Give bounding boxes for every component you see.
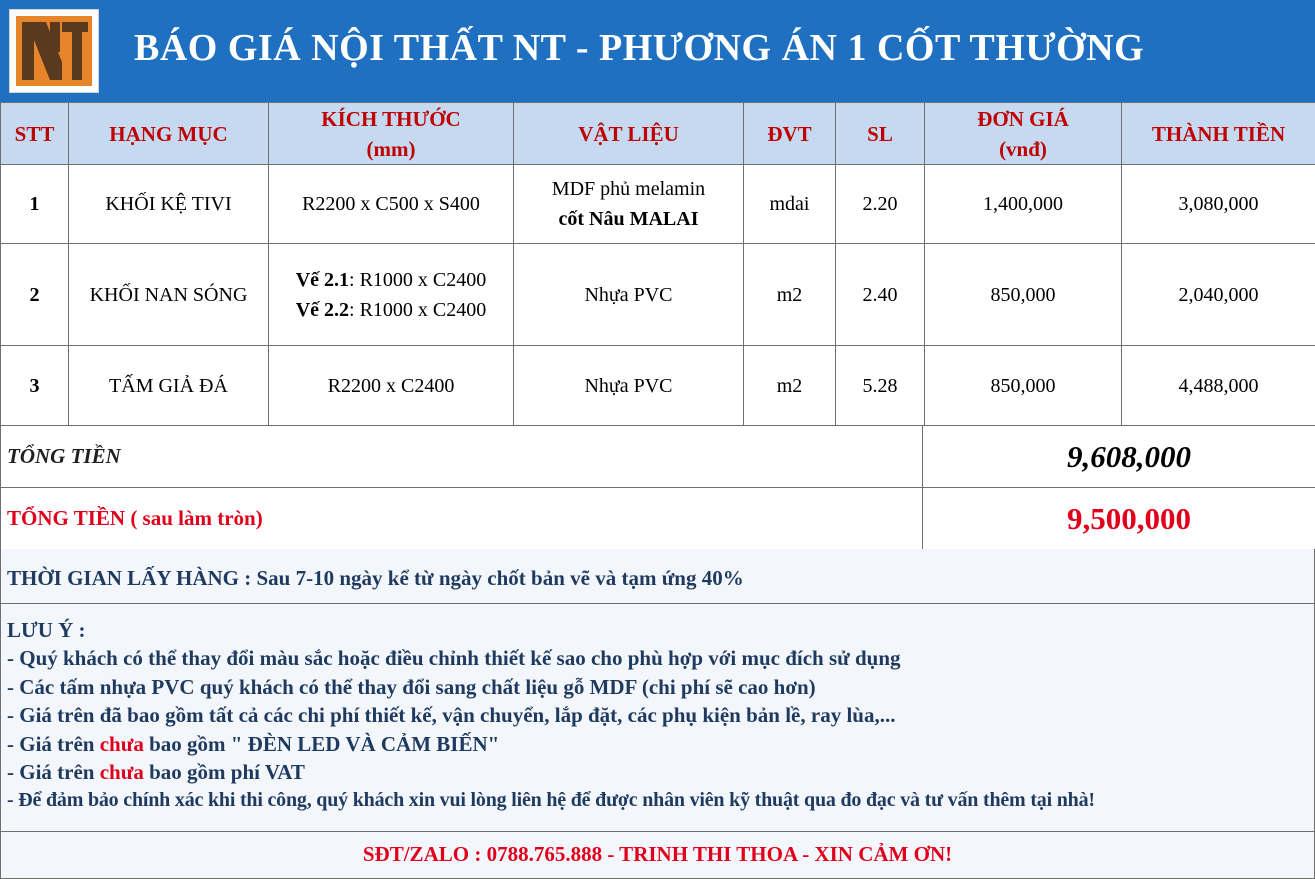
total-label: TỔNG TIỀN bbox=[1, 426, 923, 488]
ve-22-label: Vế 2.2 bbox=[295, 298, 350, 321]
notes-title: LƯU Ý : bbox=[7, 618, 86, 642]
note-text: - Giá trên bbox=[7, 760, 100, 785]
row-kich-thuoc bbox=[269, 244, 514, 346]
total-row bbox=[1, 426, 1315, 488]
note-line bbox=[7, 730, 1314, 758]
note-line: - Để đảm bảo chính xác khi thi công, quý khách xin vui lòng liên hệ để được nhân viên kỹ thuật qua đo đạc và tư vấn thêm tại nhà! bbox=[7, 789, 1095, 812]
row-vat-lieu bbox=[514, 165, 744, 244]
rounded-total-value: 9,500,000 bbox=[923, 488, 1315, 550]
ve-21-value: : R1000 x C2400 bbox=[349, 268, 487, 291]
row-hang-muc: TẤM GIẢ ĐÁ bbox=[69, 346, 269, 426]
note-line: - Quý khách có thể thay đổi màu sắc hoặc điều chỉnh thiết kế sao cho phù hợp với mục đích sử dụng bbox=[7, 646, 901, 671]
row-vat-lieu-line1: MDF phủ melamin bbox=[551, 178, 706, 200]
row-stt: 2 bbox=[1, 244, 69, 346]
header-sl: SL bbox=[836, 103, 925, 165]
note-text: - Giá trên bbox=[7, 731, 100, 756]
page-title: BÁO GIÁ NỘI THẤT NT - PHƯƠNG ÁN 1 CỐT THƯỜNG bbox=[134, 27, 1145, 69]
row-dvt: mdai bbox=[744, 165, 836, 244]
row-vat-lieu: Nhựa PVC bbox=[514, 346, 744, 426]
rounded-total-row bbox=[1, 488, 1315, 550]
row-vat-lieu-line2: cốt Nâu MALAI bbox=[558, 208, 699, 230]
row-hang-muc: KHỐI KỆ TIVI bbox=[69, 165, 269, 244]
header-kich-thuoc bbox=[269, 103, 514, 165]
ve-22-value: : R1000 x C2400 bbox=[349, 298, 487, 321]
row-thanh-tien: 4,488,000 bbox=[1122, 346, 1315, 426]
row-hang-muc: KHỐI NAN SÓNG bbox=[69, 244, 269, 346]
row-kich-thuoc: R2200 x C2400 bbox=[269, 346, 514, 426]
table-header-row bbox=[1, 103, 1315, 165]
note-emphasis: chưa bbox=[99, 731, 144, 756]
row-thanh-tien: 3,080,000 bbox=[1122, 165, 1315, 244]
row-sl: 2.40 bbox=[836, 244, 925, 346]
header-thanh-tien: THÀNH TIỀN bbox=[1122, 103, 1315, 165]
header-don-gia-line2: (vnđ) bbox=[999, 136, 1047, 161]
row-sl: 5.28 bbox=[836, 346, 925, 426]
contact-footer: SĐT/ZALO : 0788.765.888 - TRINH THI THOA - XIN CẢM ƠN! bbox=[0, 832, 1315, 879]
nt-logo-icon bbox=[10, 10, 98, 92]
header-kich-thuoc-line2: (mm) bbox=[366, 136, 416, 161]
header-dvt: ĐVT bbox=[744, 103, 836, 165]
note-text: bao gồm " ĐÈN LED VÀ CẢM BIẾN" bbox=[143, 731, 500, 756]
row-stt: 3 bbox=[1, 346, 69, 426]
header-banner bbox=[0, 0, 1315, 102]
row-dvt: m2 bbox=[744, 244, 836, 346]
note-line: - Các tấm nhựa PVC quý khách có thể thay đổi sang chất liệu gỗ MDF (chi phí sẽ cao hơn) bbox=[7, 674, 816, 699]
table-row bbox=[1, 165, 1315, 244]
quote-table bbox=[0, 102, 1315, 426]
delivery-time: THỜI GIAN LẤY HÀNG : Sau 7-10 ngày kể từ ngày chốt bản vẽ và tạm ứng 40% bbox=[0, 549, 1315, 604]
row-kich-thuoc-line2 bbox=[269, 295, 513, 325]
totals-table bbox=[0, 425, 1315, 550]
row-sl: 2.20 bbox=[836, 165, 925, 244]
row-vat-lieu: Nhựa PVC bbox=[514, 244, 744, 346]
note-line: - Giá trên đã bao gồm tất cả các chi phí thiết kế, vận chuyển, lắp đặt, các phụ kiện bản lề, ray lùa,... bbox=[7, 703, 896, 728]
row-stt: 1 bbox=[1, 165, 69, 244]
rounded-total-label: TỔNG TIỀN ( sau làm tròn) bbox=[1, 488, 923, 550]
row-don-gia: 1,400,000 bbox=[925, 165, 1122, 244]
notes-section bbox=[0, 604, 1315, 832]
row-dvt: m2 bbox=[744, 346, 836, 426]
table-row bbox=[1, 346, 1315, 426]
header-vat-lieu: VẬT LIỆU bbox=[514, 103, 744, 165]
row-don-gia: 850,000 bbox=[925, 346, 1122, 426]
note-line bbox=[7, 758, 1314, 786]
note-text: bao gồm phí VAT bbox=[143, 760, 305, 785]
table-row bbox=[1, 244, 1315, 346]
company-logo bbox=[9, 9, 99, 93]
header-hang-muc: HẠNG MỤC bbox=[69, 103, 269, 165]
ve-21-label: Vế 2.1 bbox=[295, 268, 350, 291]
header-don-gia bbox=[925, 103, 1122, 165]
header-stt: STT bbox=[1, 103, 69, 165]
row-kich-thuoc-line1 bbox=[269, 265, 513, 295]
header-kich-thuoc-line1: KÍCH THƯỚC bbox=[321, 106, 461, 131]
row-kich-thuoc: R2200 x C500 x S400 bbox=[269, 165, 514, 244]
note-emphasis: chưa bbox=[99, 760, 144, 785]
total-value: 9,608,000 bbox=[923, 426, 1315, 488]
header-don-gia-line1: ĐƠN GIÁ bbox=[977, 106, 1069, 131]
row-don-gia: 850,000 bbox=[925, 244, 1122, 346]
row-thanh-tien: 2,040,000 bbox=[1122, 244, 1315, 346]
